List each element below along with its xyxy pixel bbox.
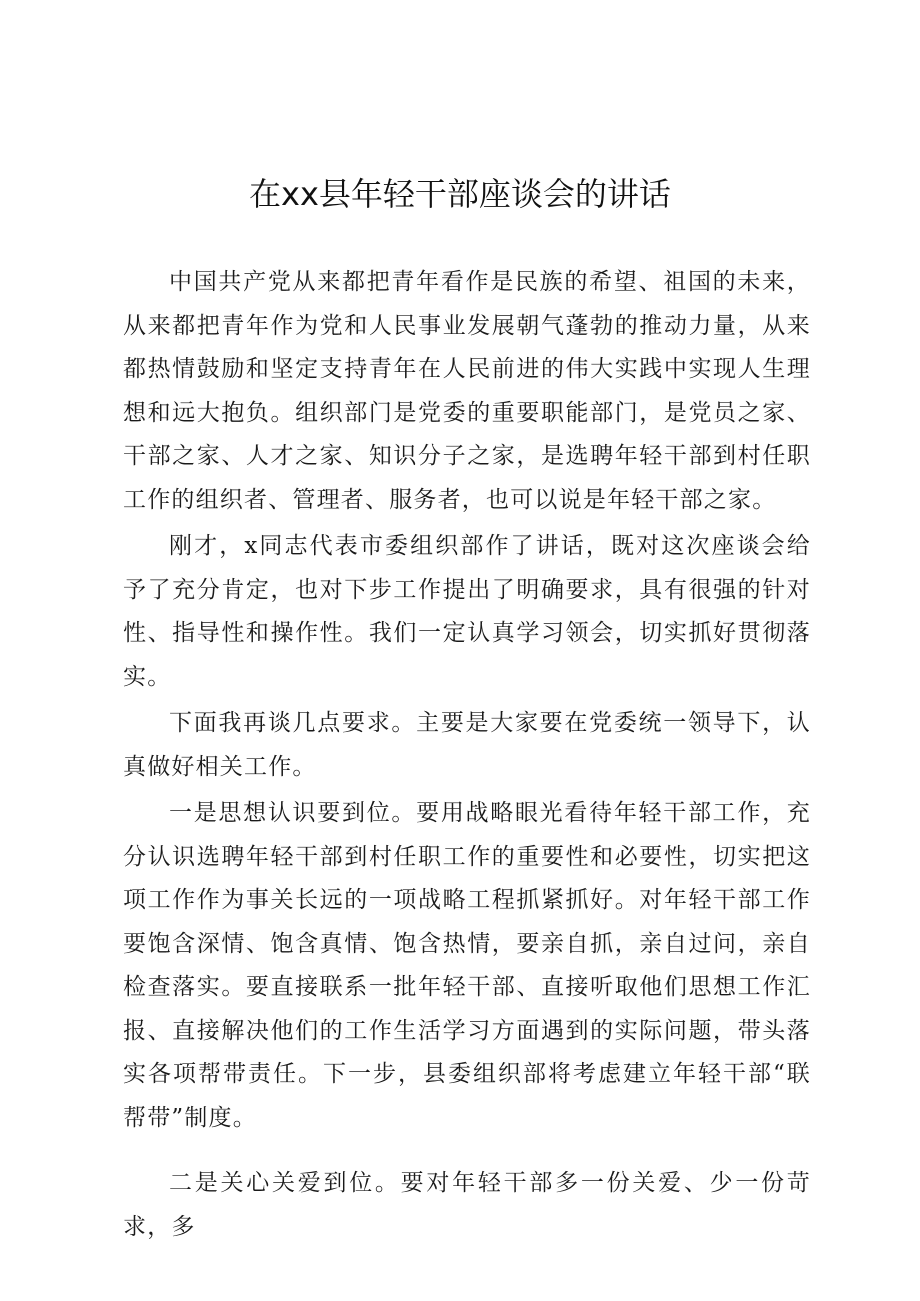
paragraph: 中国共产党从来都把青年看作是民族的希望、祖国的未来，从来都把青年作为党和人民事业发展朝气蓬勃的推动力量，从来都热情鼓励和坚定支持青年在人民前进的伟大实践中实现人生理想和远大抱负。组织部门是党委的重要职能部门，是党员之家、干部之家、人才之家、知识分子之家，是选聘年轻干部到村任职工作的组织者、管理者、服务者，也可以说是年轻干部之家。 [123,269,811,513]
paragraph: 下面我再谈几点要求。主要是大家要在党委统一领导下，认真做好相关工作。 [123,710,811,780]
paragraph: 一是思想认识要到位。要用战略眼光看待年轻干部工作，充分认识选聘年轻干部到村任职工作的重要性和必要性，切实把这项工作作为事关长远的一项战略工程抓紧抓好。对年轻干部工作要饱含深情、饱含真情、饱含热情，要亲自抓，亲自过问，亲自检查落实。要直接联系一批年轻干部、直接听取他们思想工作汇报、直接解决他们的工作生活学习方面遇到的实际问题，带头落实各项帮带责任。下一步，县委组织部将考虑建立年轻干部“联帮带”制度。 [123,800,811,1131]
document-body [123,261,811,1252]
document-title: 在xx县年轻干部座谈会的讲话 [249,175,671,213]
paragraph: 二是关心关爱到位。要对年轻干部多一份关爱、少一份苛求，多 [123,1170,811,1240]
paragraph: 刚才，x同志代表市委组织部作了讲话，既对这次座谈会给予了充分肯定，也对下步工作提出了明确要求，具有很强的针对性、指导性和操作性。我们一定认真学习领会，切实抓好贯彻落实。 [123,533,811,690]
